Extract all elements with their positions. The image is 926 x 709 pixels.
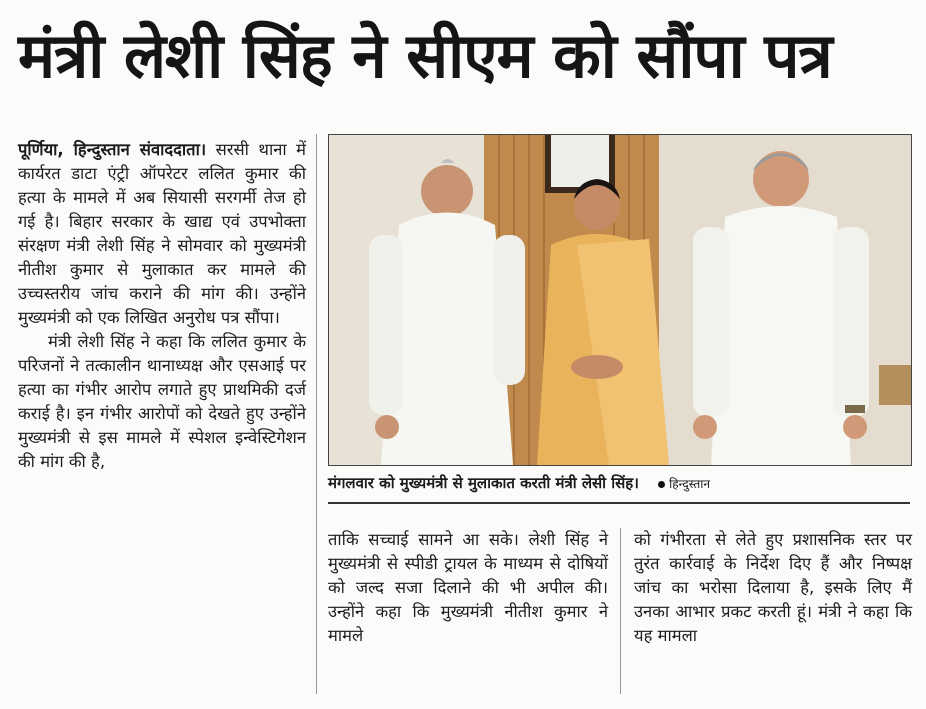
- photo-caption: [328, 470, 910, 496]
- column-divider: [620, 528, 621, 694]
- news-photo: [328, 134, 912, 466]
- column-divider: [316, 134, 317, 694]
- column-3: [634, 528, 912, 648]
- caption-text: मंगलवार को मुख्यमंत्री से मुलाकात करती मंत्री लेसी सिंह।: [328, 474, 639, 492]
- column-3-text: को गंभीरता से लेते हुए प्रशासनिक स्तर पर तुरंत कार्रवाई के निर्देश दिए हैं और निष्पक्ष जांच का भरोसा दिलाया है, इसके लिए मैं उनका आभार प्रकट करती हूं। मंत्री ने कहा कि यह मामला: [634, 530, 912, 645]
- photo-credit: [658, 477, 710, 491]
- column-1-paragraph-1: सरसी थाना में कार्यरत डाटा एंट्री ऑपरेटर ललित कुमार की हत्या के मामले में अब सियासी सरगर्मी तेज हो गई है। बिहार सरकार के खाद्य एवं उपभोक्ता संरक्षण मंत्री लेशी सिंह ने सोमवार को मुख्यमंत्री नीतीश कुमार से मुलाकात कर मामले की उच्चस्तरीय जांच कराने की मांग की। उन्होंने मुख्यमंत्री को एक लिखित अनुरोध पत्र सौंपा।: [18, 140, 307, 327]
- credit-text: हिन्दुस्तान: [669, 477, 711, 491]
- caption-divider: [328, 502, 910, 504]
- column-2: [328, 528, 608, 648]
- headline: मंत्री लेशी सिंह ने सीएम को सौंपा पत्र: [18, 19, 832, 92]
- photo-illustration: [329, 135, 911, 465]
- column-1: [18, 138, 306, 474]
- dateline: पूर्णिया, हिन्दुस्तान संवाददाता।: [18, 140, 207, 159]
- column-1-paragraph-2: मंत्री लेशी सिंह ने कहा कि ललित कुमार के परिजनों ने तत्कालीन थानाध्यक्ष और एसआई पर हत्या का गंभीर आरोप लगाते हुए प्राथमिकी दर्ज कराई है। इन गंभीर आरोपों को देखते हुए उन्होंने मुख्यमंत्री से इस मामले में स्पेशल इन्वेस्टिगेशन की मांग की है,: [18, 332, 306, 471]
- bullet-icon: [658, 481, 665, 488]
- column-2-text: ताकि सच्चाई सामने आ सके। लेशी सिंह ने मुख्यमंत्री से स्पीडी ट्रायल के माध्यम से दोषियों को जल्द सजा दिलाने की भी अपील की। उन्होंने कहा कि मुख्यमंत्री नीतीश कुमार ने मामले: [328, 530, 608, 645]
